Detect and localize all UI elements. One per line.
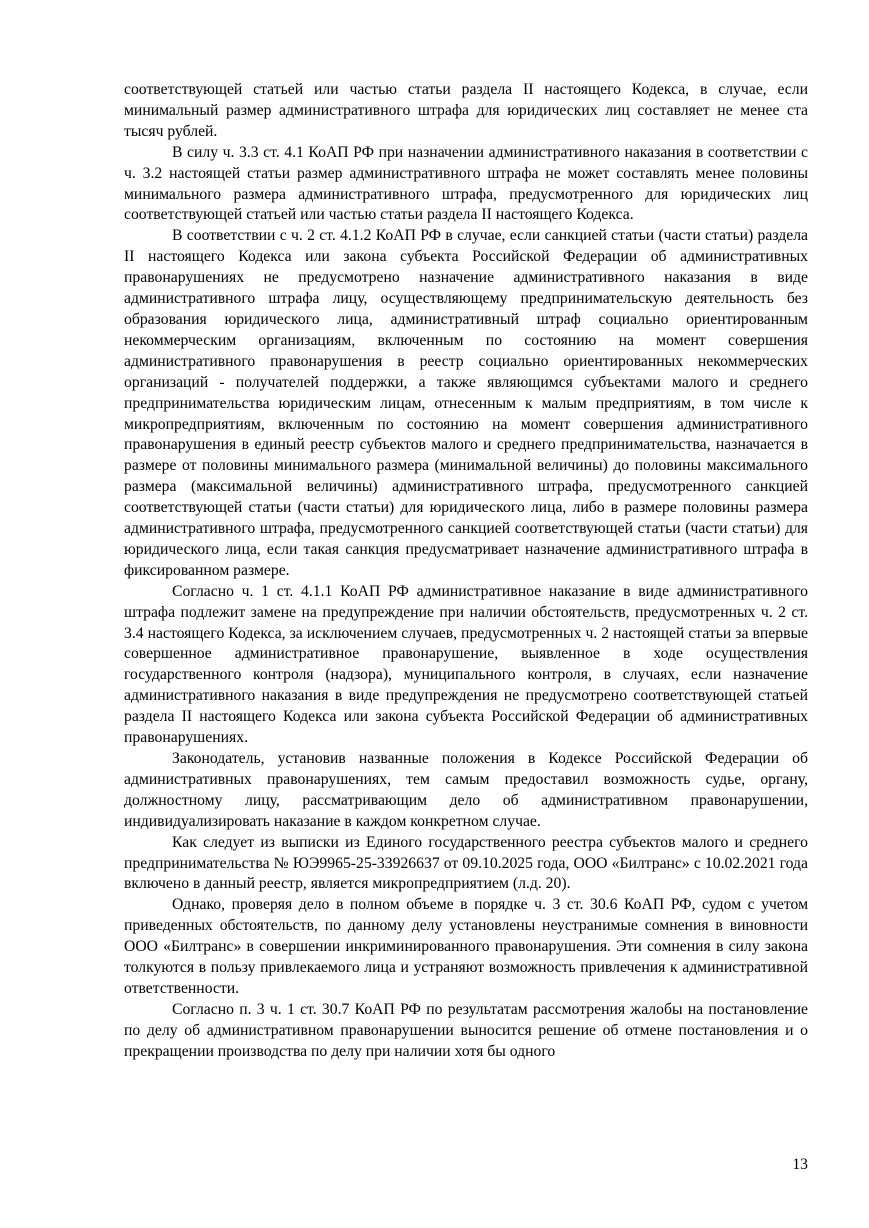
paragraph-doubts: Однако, проверяя дело в полном объеме в порядке ч. 3 ст. 30.6 КоАП РФ, судом с учетом приведенных обстоятельств, по данному делу установлены неустранимые сомнения в виновности ООО «Билтранс» в совершении инкриминированного правонарушения. Эти сомнения в силу закона толкуются в пользу привлекаемого лица и устраняют возможность привлечения к административной ответственности. — [124, 896, 808, 997]
paragraph-legislator: Законодатель, установив названные положения в Кодексе Российской Федерации об административных правонарушениях, тем самым предоставил возможность судье, органу, должностному лицу, рассматривающим дело об административном правонарушении, индивидуализировать наказание в каждом конкретном случае. — [124, 750, 808, 830]
page-number: 13 — [792, 1156, 808, 1173]
paragraph-article-4-1-1: Согласно ч. 1 ст. 4.1.1 КоАП РФ административное наказание в виде административного штрафа подлежит замене на предупреждение при наличии обстоятельств, предусмотренных ч. 2 ст. 3.4 настоящего Кодекса, за исключением случаев, предусмотренных ч. 2 настоящей статьи за впервые совершенное административное правонарушение, выявленное в ходе осуществления государственного контроля (надзора), муниципального контроля, в случаях, если назначение административного наказания в виде предупреждения не предусмотрено соответствующей статьей раздела II настоящего Кодекса или закона субъекта Российской Федерации об административных правонарушениях. — [124, 582, 808, 747]
paragraph-continuation: соответствующей статьей или частью статьи раздела II настоящего Кодекса, в случае, если минимальный размер административного штрафа для юридических лиц составляет не менее ста тысяч рублей. — [124, 81, 808, 140]
paragraph-part-3-3: В силу ч. 3.3 ст. 4.1 КоАП РФ при назначении административного наказания в соответствии с ч. 3.2 настоящей статьи размер административного штрафа не может составлять менее половины минимального размера административного штрафа, предусмотренного для юридических лиц соответствующей статьей или частью статьи раздела II настоящего Кодекса. — [124, 143, 808, 224]
paragraph-part-2-article-4-1-2: В соответствии с ч. 2 ст. 4.1.2 КоАП РФ в случае, если санкцией статьи (части статьи) раздела II настоящего Кодекса или закона субъекта Российской Федерации об административных правонарушениях не предусмотрено назначение административного наказания в виде административного штрафа лицу, осуществляющему предпринимательскую деятельность без образования юридического лица, административный штраф социально ориентированным некоммерческим организациям, включенным по состоянию на момент совершения административного правонарушения в реестр социально ориентированных некоммерческих организаций - получателей поддержки, а также являющимся субъектами малого и среднего предпринимательства юридическим лицам, отнесенным к малым предприятиям, в том числе к микропредприятиям, включенным по состоянию на момент совершения административного правонарушения в единый реестр субъектов малого и среднего предпринимательства, назначается в размере от половины минимального размера (минимальной величины) до половины максимального размера (максимальной величины) административного штрафа, предусмотренного санкцией соответствующей статьи (части статьи) для юридического лица, либо в размере половины размера административного штрафа, предусмотренного санкцией соответствующей статьи (части статьи) для юридического лица, если такая санкция предусматривает назначение административного штрафа в фиксированном размере. — [124, 227, 808, 579]
document-body — [124, 80, 808, 1063]
paragraph-article-30-7: Согласно п. 3 ч. 1 ст. 30.7 КоАП РФ по результатам рассмотрения жалобы на постановление по делу об административном правонарушении выносится решение об отмене постановления и о прекращении производства по делу при наличии хотя бы одного — [124, 1000, 808, 1060]
paragraph-registry-extract: Как следует из выписки из Единого государственного реестра субъектов малого и среднего предпринимательства № ЮЭ9965-25-33926637 от 09.10.2025 года, ООО «Билтранс» с 10.02.2021 года включено в данный реестр, является микропредприятием (л.д. 20). — [124, 833, 808, 893]
